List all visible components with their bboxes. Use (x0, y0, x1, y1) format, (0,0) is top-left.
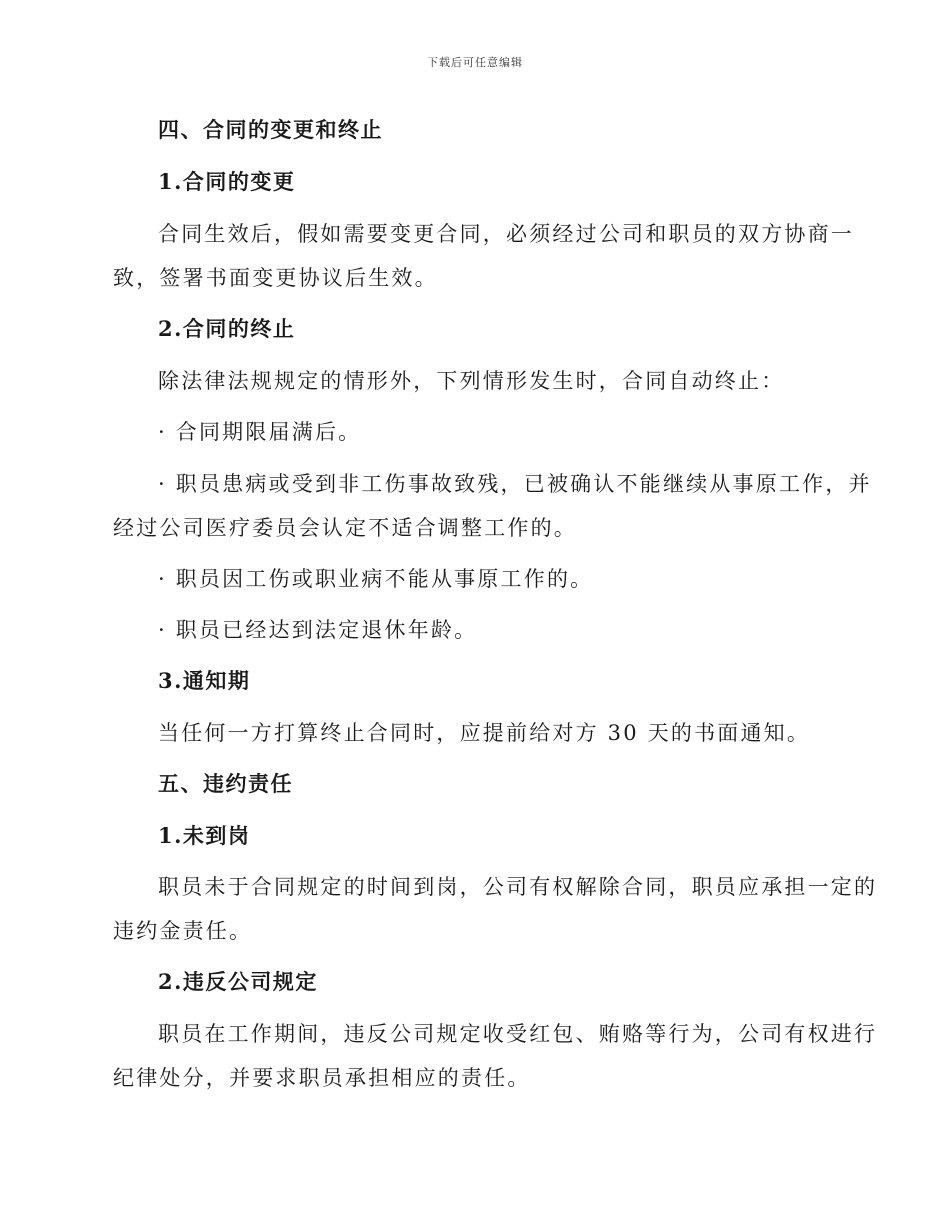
paragraph-line: 合同生效后，假如需要变更合同，必须经过公司和职员的双方协商一 (158, 222, 854, 246)
paragraph-line: 职员未于合同规定的时间到岗，公司有权解除合同，职员应承担一定的 (158, 875, 878, 899)
bullet-continuation: 经过公司医疗委员会认定不适合调整工作的。 (113, 516, 577, 540)
paragraph-line: 除法律法规规定的情形外，下列情形发生时，合同自动终止： (158, 369, 785, 393)
subsection-heading: 2.违反公司规定 (158, 969, 318, 994)
paragraph-line: 违约金责任。 (113, 919, 253, 943)
paragraph-line: 职员在工作期间，违反公司规定收受红包、贿赂等行为，公司有权进行 (158, 1022, 878, 1046)
bullet-item: · 合同期限届满后。 (158, 420, 362, 444)
paragraph-line: 致，签署书面变更协议后生效。 (113, 266, 438, 290)
subsection-heading: 1.未到岗 (158, 823, 251, 848)
section-heading: 五、违约责任 (158, 771, 293, 796)
subsection-heading: 3.通知期 (158, 668, 251, 693)
bullet-item: · 职员因工伤或职业病不能从事原工作的。 (158, 567, 594, 591)
page-header: 下载后可任意编辑 (427, 56, 523, 69)
subsection-heading: 1.合同的变更 (158, 169, 296, 194)
bullet-item: · 职员患病或受到非工伤事故致残，已被确认不能继续从事原工作，并 (158, 472, 872, 496)
paragraph-line: 纪律处分，并要求职员承担相应的责任。 (113, 1066, 531, 1090)
bullet-item: · 职员已经达到法定退休年龄。 (158, 618, 478, 642)
section-heading: 四、合同的变更和终止 (158, 117, 383, 142)
paragraph-line: 当任何一方打算终止合同时，应提前给对方 30 天的书面通知。 (158, 721, 811, 745)
subsection-heading: 2.合同的终止 (158, 316, 296, 341)
